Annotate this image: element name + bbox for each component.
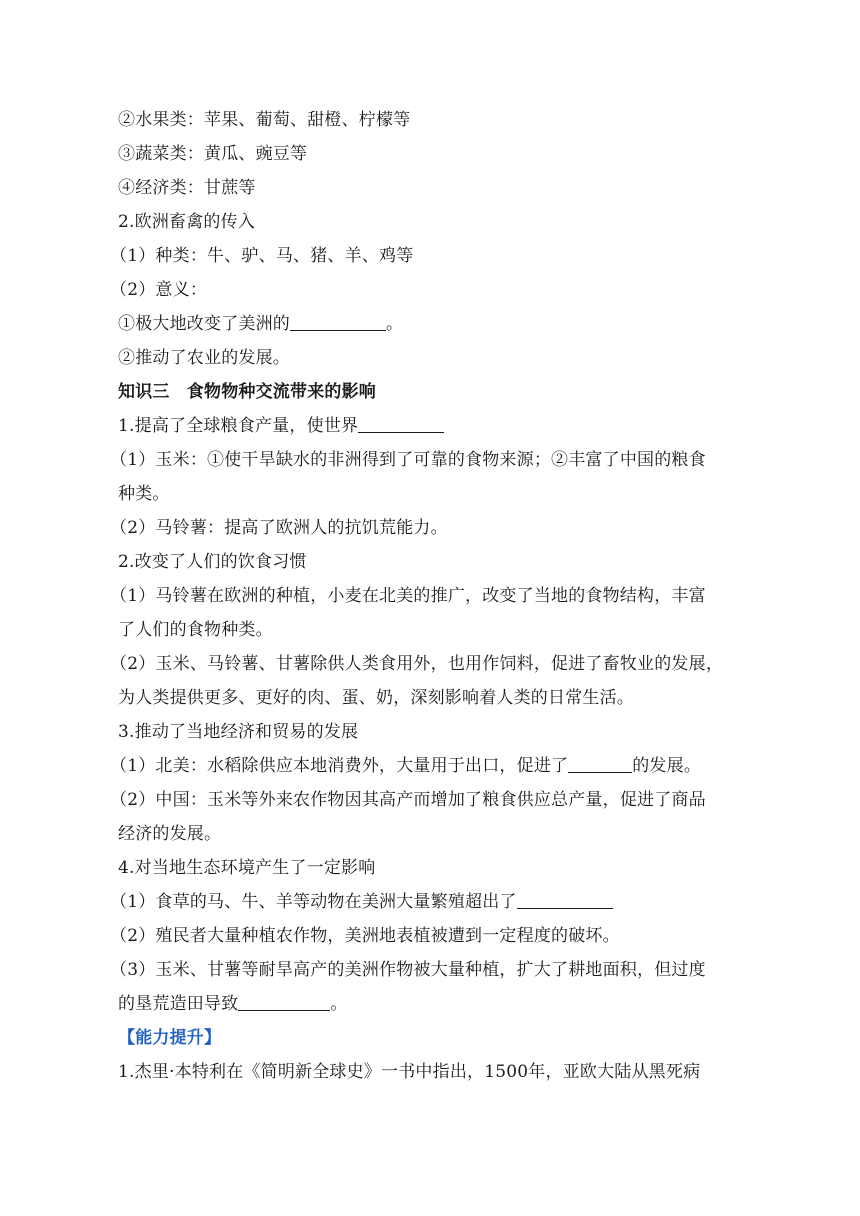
- text-segment: 的发展。: [632, 756, 702, 776]
- text-line: （2）中国：玉米等外来农作物因其高产而增加了粮食供应总产量，促进了商品: [110, 790, 706, 810]
- text-line: ②水果类：苹果、葡萄、甜橙、柠檬等: [118, 110, 411, 130]
- text-line: （2）马铃薯：提高了欧洲人的抗饥荒能力。: [110, 518, 448, 538]
- text-line: 2.改变了人们的饮食习惯: [118, 552, 307, 572]
- text-line: （1）玉米：①使干旱缺水的非洲得到了可靠的食物来源；②丰富了中国的粮食: [110, 450, 706, 470]
- text-line: [110, 885, 800, 919]
- text-line: ④经济类：甘蔗等: [118, 178, 256, 198]
- text-line: 经济的发展。: [118, 824, 222, 844]
- text-line: [118, 307, 800, 341]
- section-heading: 【能力提升】: [118, 1028, 222, 1048]
- text-line: （2）玉米、马铃薯、甘薯除供人类食用外，也用作饲料，促进了畜牧业的发展，: [110, 654, 724, 674]
- text-segment: 1.提高了全球粮食产量，使世界: [118, 416, 359, 436]
- text-line: 1.杰里·本特利在《简明新全球史》一书中指出，1500年，亚欧大陆从黑死病: [118, 1062, 701, 1082]
- text-line: 为人类提供更多、更好的肉、蛋、奶，深刻影响着人类的日常生活。: [118, 688, 634, 708]
- text-line: （1）马铃薯在欧洲的种植，小麦在北美的推广，改变了当地的食物结构，丰富: [110, 586, 706, 606]
- text-line: 2.欧洲畜禽的传入: [118, 212, 256, 232]
- text-line: 4.对当地生态环境产生了一定影响: [118, 858, 376, 878]
- text-segment: 。: [330, 994, 348, 1014]
- fill-blank[interactable]: [238, 992, 330, 1011]
- text-line: （1）种类：牛、驴、马、猪、羊、鸡等: [110, 246, 414, 266]
- text-line: ③蔬菜类：黄瓜、豌豆等: [118, 144, 308, 164]
- text-line: [118, 409, 800, 443]
- fill-blank[interactable]: [290, 312, 386, 331]
- text-segment: 的垦荒造田导致: [118, 994, 239, 1014]
- text-segment: （1）食草的马、牛、羊等动物在美洲大量繁殖超出了: [110, 892, 517, 912]
- text-line: 种类。: [118, 484, 170, 504]
- text-line: 3.推动了当地经济和贸易的发展: [118, 722, 359, 742]
- text-segment: （1）北美：水稻除供应本地消费外，大量用于出口，促进了: [110, 756, 569, 776]
- fill-blank[interactable]: [517, 890, 613, 909]
- text-line: ②推动了农业的发展。: [118, 348, 290, 368]
- text-line: 了人们的食物种类。: [118, 620, 273, 640]
- text-line: [118, 987, 800, 1021]
- text-line: [110, 749, 800, 783]
- text-segment: 。: [386, 314, 404, 334]
- text-line: （2）殖民者大量种植农作物，美洲地表植被遭到一定程度的破坏。: [110, 926, 620, 946]
- fill-blank[interactable]: [568, 754, 632, 773]
- fill-blank[interactable]: [358, 414, 444, 433]
- text-segment: ①极大地改变了美洲的: [118, 314, 290, 334]
- text-line: （2）意义：: [110, 280, 208, 300]
- text-line: （3）玉米、甘薯等耐旱高产的美洲作物被大量种植，扩大了耕地面积，但过度: [110, 960, 706, 980]
- section-heading: 知识三 食物物种交流带来的影响: [118, 382, 376, 402]
